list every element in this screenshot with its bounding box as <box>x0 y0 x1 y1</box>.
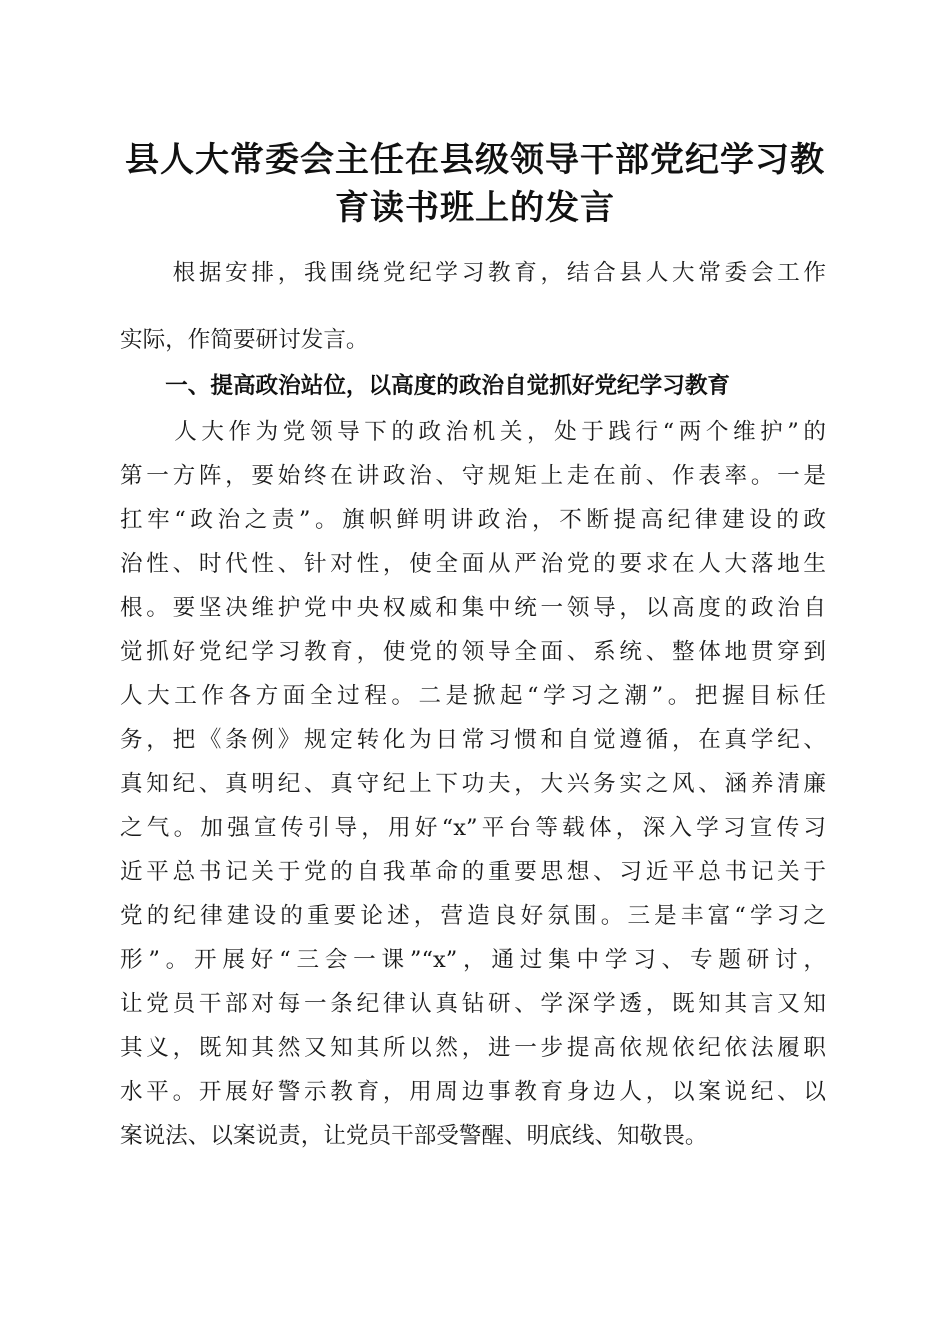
section-1-paragraph-line: 真知纪、真明纪、真守纪上下功夫，大兴务实之风、涵养清廉 <box>120 771 826 797</box>
section-1-paragraph-line: 务，把《条例》规定转化为日常习惯和自觉遵循，在真学纪、 <box>120 727 826 753</box>
section-1-paragraph-line: 扛牢“政治之责”。旗帜鲜明讲政治，不断提高纪律建设的政 <box>120 507 826 533</box>
section-1-paragraph-line: 治性、时代性、针对性，使全面从严治党的要求在人大落地生 <box>120 551 826 577</box>
section-1-paragraph-line: 根。要坚决维护党中央权威和集中统一领导，以高度的政治自 <box>120 595 826 621</box>
section-1-paragraph-line: 第一方阵，要始终在讲政治、守规矩上走在前、作表率。一是 <box>120 463 826 489</box>
section-1-paragraph-line: 党的纪律建设的重要论述，营造良好氛围。三是丰富“学习之 <box>120 903 826 929</box>
intro-paragraph-line: 实际，作简要研讨发言。 <box>120 327 369 353</box>
section-1-paragraph-line: 近平总书记关于党的自我革命的重要思想、习近平总书记关于 <box>120 859 826 885</box>
section-1-paragraph-line: 之气。加强宣传引导，用好“x”平台等载体，深入学习宣传习 <box>120 815 826 841</box>
section-1-paragraph-line: 形”。开展好“三会一课”“x”，通过集中学习、专题研讨， <box>120 947 826 973</box>
section-1-paragraph-line: 觉抓好党纪学习教育，使党的领导全面、系统、整体地贯穿到 <box>120 639 826 665</box>
section-1-paragraph-line: 水平。开展好警示教育，用周边事教育身边人，以案说纪、以 <box>120 1079 826 1105</box>
document-title-line-2: 育读书班上的发言 <box>335 188 615 228</box>
section-1-paragraph-line: 让党员干部对每一条纪律认真钻研、学深学透，既知其言又知 <box>120 991 826 1017</box>
document-title-line-1: 县人大常委会主任在县级领导干部党纪学习教 <box>125 140 825 180</box>
section-1-paragraph-line: 人大工作各方面全过程。二是掀起“学习之潮”。把握目标任 <box>120 683 826 709</box>
intro-paragraph-line: 根据安排，我围绕党纪学习教育，结合县人大常委会工作 <box>120 260 826 286</box>
section-1-paragraph-line: 案说法、以案说责，让党员干部受警醒、明底线、知敬畏。 <box>120 1123 708 1149</box>
section-1-paragraph-line: 人大作为党领导下的政治机关，处于践行“两个维护”的 <box>120 419 826 445</box>
section-1-paragraph-line: 其义，既知其然又知其所以然，进一步提高依规依纪依法履职 <box>120 1035 826 1061</box>
section-1-heading: 一、提高政治站位，以高度的政治自觉抓好党纪学习教育 <box>120 373 731 399</box>
